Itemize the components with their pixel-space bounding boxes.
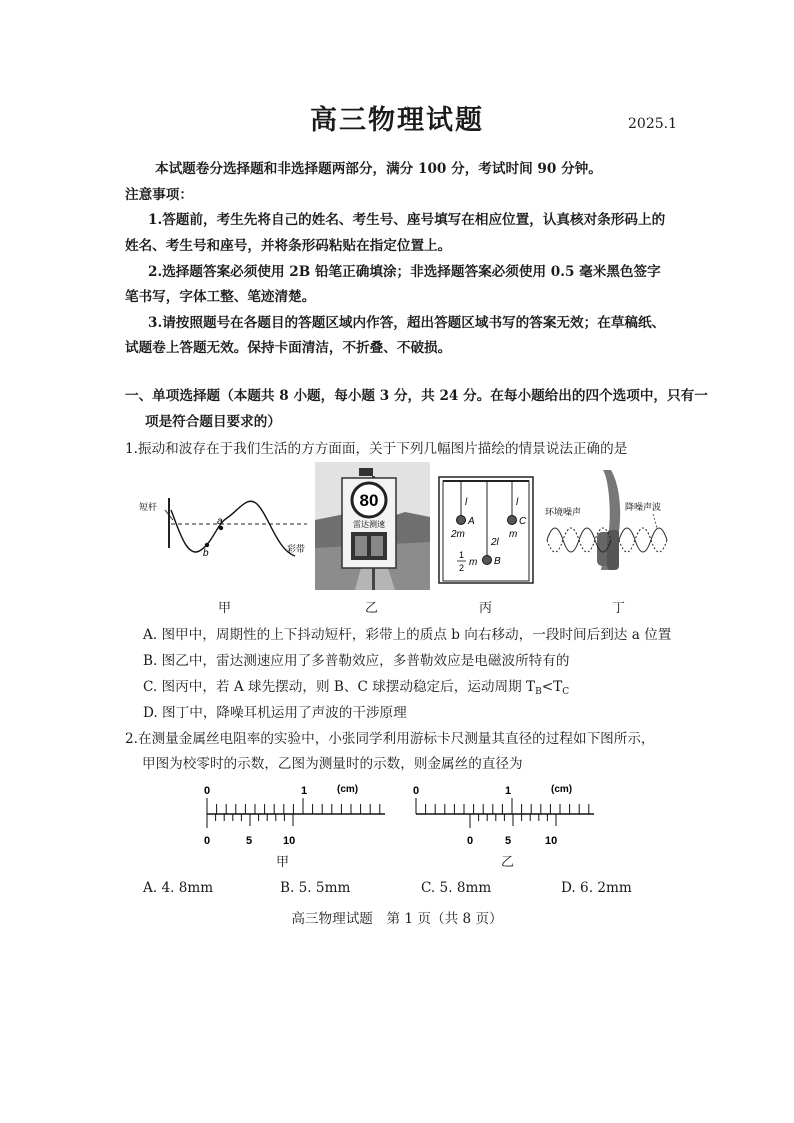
- ambient-noise-label: 环境噪声: [545, 507, 582, 517]
- fig-label-yi: 乙: [365, 601, 379, 616]
- notice-item-1b: 姓名、考生号和座号，并将条形码粘贴在指定位置上。: [125, 238, 452, 254]
- notice-title: 注意事项：: [125, 187, 193, 203]
- q2-option-D[interactable]: D. 6. 2mm: [561, 880, 632, 896]
- notice-item-2a: 2.选择题答案必须使用 2B 铅笔正确填涂；非选择题答案必须使用 0.5 毫米黑色签字: [148, 264, 661, 280]
- vernier-5: 5: [505, 835, 512, 847]
- ball-A-label: A: [468, 516, 475, 527]
- length-l-A: l: [465, 497, 468, 508]
- notice-item-3a: 3.请按照题号在各题目的答题区域内作答，超出答题区域书写的答案无效；在草稿纸、: [148, 315, 666, 331]
- caliper-label-yi: 乙: [501, 855, 515, 870]
- unit: (cm): [337, 784, 359, 795]
- vernier-5: 5: [246, 835, 253, 847]
- section-heading-a: 一、单项选择题（本题共 8 小题，每小题 3 分，共 24 分。在每小题给出的四个选项中，只有一: [125, 388, 708, 404]
- q1-option-C-lt: <T: [541, 679, 563, 695]
- point-b-label: b: [203, 548, 209, 559]
- main-0: 0: [204, 785, 211, 797]
- q1-option-C[interactable]: [143, 675, 569, 697]
- q2-option-A[interactable]: A. 4. 8mm: [143, 880, 214, 896]
- mass-B-den: 2: [459, 563, 465, 573]
- sub-C: C: [562, 687, 570, 697]
- fig-yi-radar-photo: [315, 462, 430, 590]
- fig-label-jia: 甲: [218, 601, 232, 616]
- ball-C-label: C: [519, 516, 527, 527]
- q2-option-B[interactable]: B. 5. 5mm: [280, 880, 351, 896]
- mass-B-num: 1: [459, 550, 465, 560]
- vernier-10: 10: [545, 835, 558, 847]
- caliper-label-jia: 甲: [276, 855, 290, 870]
- q2-option-C[interactable]: C. 5. 8mm: [421, 880, 492, 896]
- caliper-jia: [195, 780, 395, 850]
- vernier-10: 10: [283, 835, 296, 847]
- stick-label: 短杆: [139, 502, 158, 512]
- caliper-yi: [408, 780, 608, 850]
- fig-bing-pendulums: [437, 475, 535, 587]
- vernier-0: 0: [467, 835, 474, 847]
- section-heading-b: 项是符合题目要求的）: [145, 414, 281, 430]
- length-l-C: l: [516, 497, 519, 508]
- fig-ding-noise-cancel: [545, 470, 690, 585]
- intro-line: 本试题卷分选择题和非选择题两部分，满分 100 分，考试时间 90 分钟。: [155, 161, 602, 177]
- point-a-label: a: [217, 516, 223, 527]
- exam-date: 2025.1: [628, 116, 677, 132]
- speed-limit-text: 80: [359, 491, 379, 510]
- notice-item-2b: 笔书写，字体工整、笔迹清楚。: [125, 289, 316, 305]
- fig-label-bing: 丙: [479, 601, 493, 616]
- mass-A: 2m: [451, 529, 465, 540]
- ball-B-label: B: [494, 556, 501, 567]
- fig-label-ding: 丁: [612, 601, 626, 616]
- page-footer: 高三物理试题 第 1 页（共 8 页）: [291, 911, 503, 927]
- q1-stem: 1.振动和波存在于我们生活的方方面面，关于下列几幅图片描绘的情景说法正确的是: [125, 441, 628, 457]
- q2-stem-a: 2.在测量金属丝电阻率的实验中，小张同学利用游标卡尺测量其直径的过程如下图所示，: [125, 731, 655, 747]
- notice-item-3b: 试题卷上答题无效。保持卡面清洁，不折叠、不破损。: [125, 340, 452, 356]
- unit: (cm): [551, 784, 573, 795]
- length-2l-B: 2l: [491, 537, 499, 548]
- mass-B-m: m: [469, 557, 478, 568]
- main-1: 1: [301, 785, 308, 797]
- anti-noise-label: 降噪声波: [625, 502, 662, 512]
- fig-jia-wave: [135, 490, 310, 570]
- vernier-0: 0: [204, 835, 211, 847]
- page-title: 高三物理试题: [310, 105, 484, 136]
- main-0: 0: [413, 785, 420, 797]
- q1-option-A[interactable]: A. 图甲中，周期性的上下抖动短杆，彩带上的质点 b 向右移动，一段时间后到达 a 位置: [143, 627, 672, 643]
- q1-option-D[interactable]: D. 图丁中，降噪耳机运用了声波的干涉原理: [143, 705, 407, 721]
- radar-sign-text: 雷达测速: [353, 520, 385, 529]
- main-1: 1: [505, 785, 512, 797]
- notice-item-1a: 1.答题前，考生先将自己的姓名、考生号、座号填写在相应位置，认真核对条形码上的: [148, 212, 666, 228]
- sub-B: B: [535, 687, 542, 697]
- ribbon-label: 彩带: [287, 544, 306, 554]
- q1-option-B[interactable]: B. 图乙中，雷达测速应用了多普勒效应，多普勒效应是电磁波所特有的: [143, 653, 570, 669]
- q2-stem-b: 甲图为校零时的示数，乙图为测量时的示数，则金属丝的直径为: [142, 756, 523, 772]
- q1-option-C-text: C. 图丙中，若 A 球先摆动，则 B、C 球摆动稳定后，运动周期 T: [143, 679, 536, 695]
- mass-C: m: [509, 529, 518, 540]
